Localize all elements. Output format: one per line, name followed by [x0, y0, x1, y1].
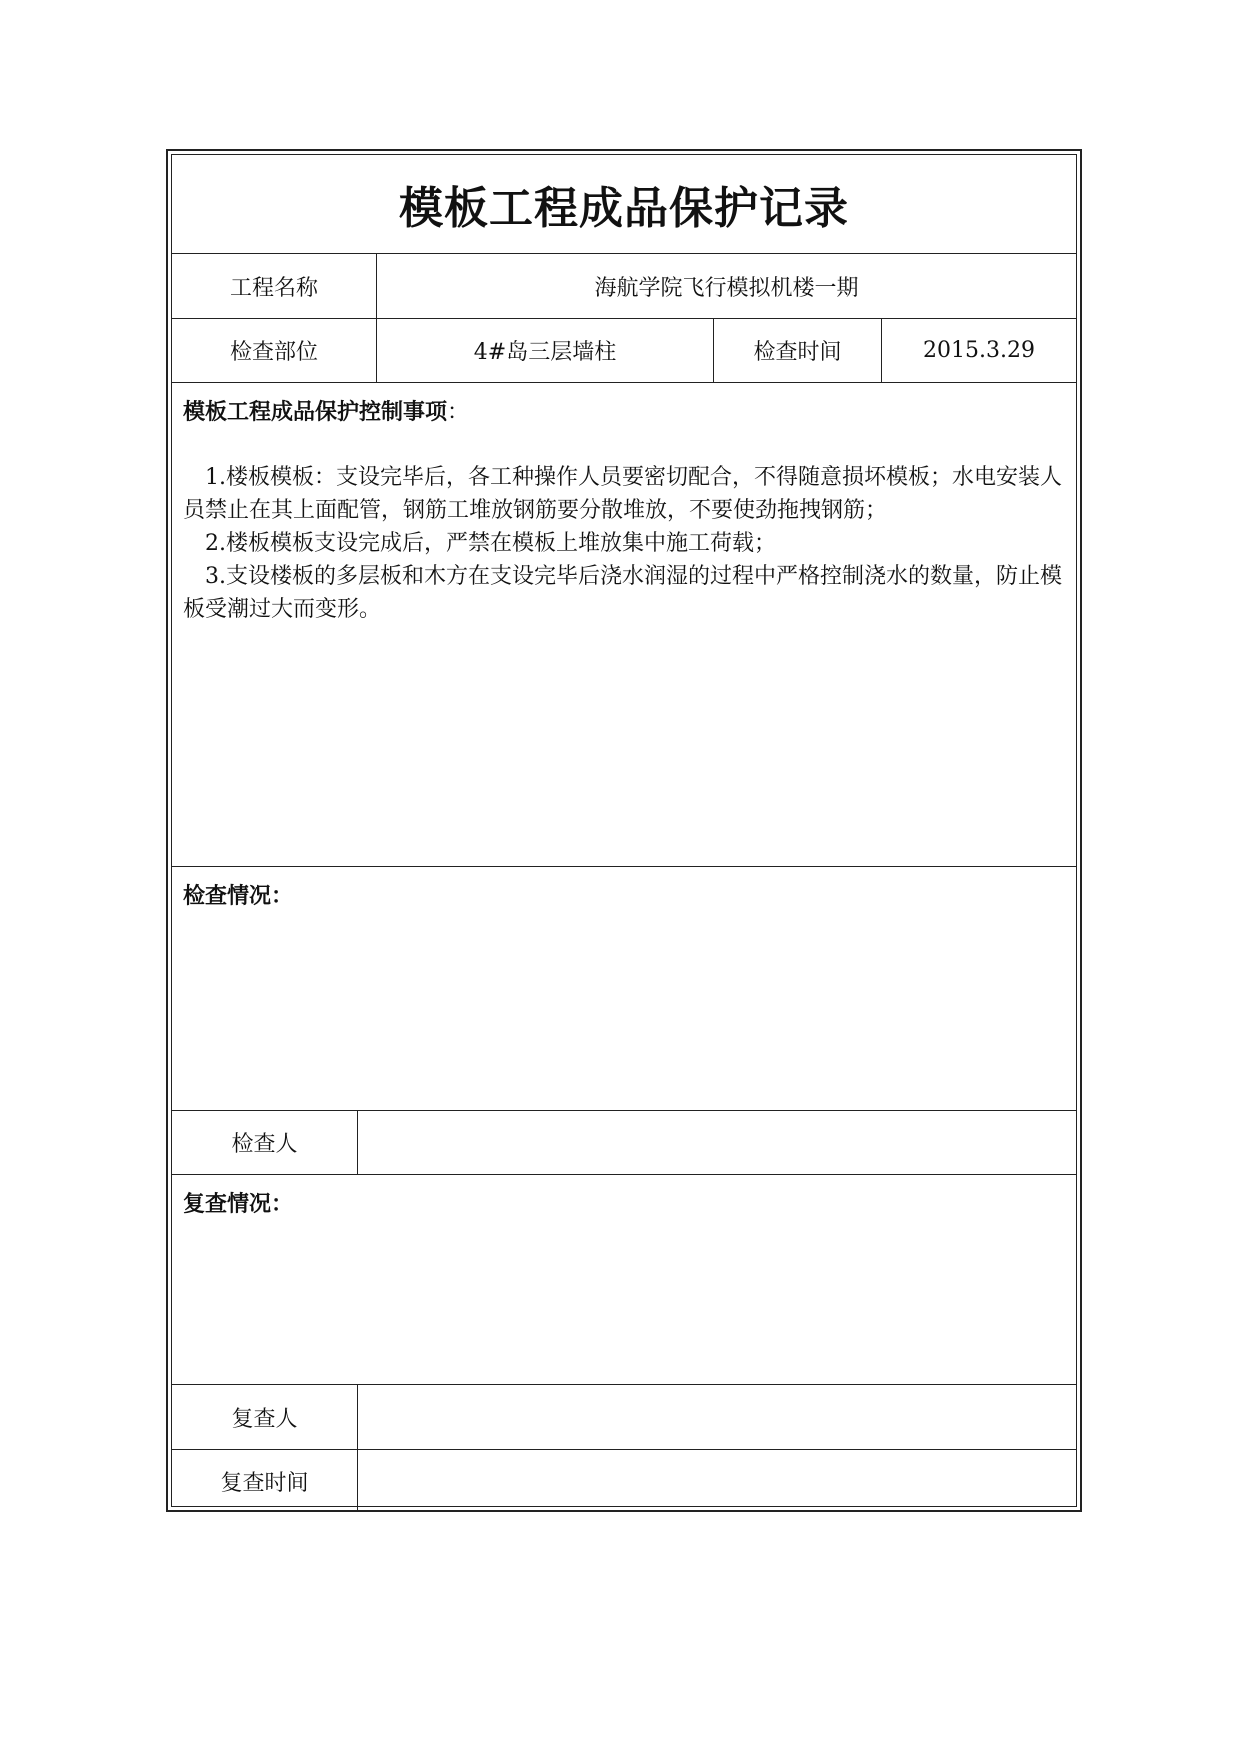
recheck-heading-colon: ：: [271, 1191, 294, 1217]
control-item: 3.支设楼板的多层板和木方在支设完毕后浇水润湿的过程中严格控制浇水的数量，防止模板受潮过大而变形。: [183, 564, 1062, 622]
inspection-section[interactable]: [172, 867, 1076, 1111]
control-items-heading: [183, 395, 469, 426]
record-table: [171, 154, 1077, 1507]
project-name-value[interactable]: 海航学院飞行模拟机楼一期: [594, 275, 859, 301]
location-time-row: [172, 319, 1076, 383]
recheck-heading: [183, 1187, 293, 1218]
rechecker-label: 复查人: [172, 1385, 358, 1449]
control-items-heading-colon: ：: [447, 400, 470, 425]
title-row: [172, 155, 1076, 254]
inspection-heading-text: 检查情况: [183, 883, 272, 909]
control-item: 2.楼板模板支设完成后，严禁在模板上堆放集中施工荷载；: [205, 531, 776, 556]
recheck-section[interactable]: [172, 1175, 1076, 1385]
inspection-heading: [183, 879, 293, 910]
location-value[interactable]: 4#岛三层墙柱: [377, 319, 714, 382]
inspection-time-value[interactable]: 2015.3.29: [923, 338, 1035, 363]
inspection-time-label: 检查时间: [714, 319, 882, 382]
recheck-time-label: 复查时间: [172, 1450, 358, 1512]
inspector-label: 检查人: [172, 1111, 358, 1174]
location-label: 检查部位: [172, 319, 377, 382]
recheck-time-value[interactable]: [358, 1450, 1076, 1512]
project-row: [172, 254, 1076, 319]
inspector-value[interactable]: [358, 1111, 1076, 1174]
inspector-row: [172, 1111, 1076, 1175]
recheck-heading-text: 复查情况: [183, 1191, 272, 1217]
inspection-heading-colon: ：: [271, 883, 294, 909]
recheck-time-row: [172, 1450, 1076, 1512]
control-items-section: [172, 383, 1076, 867]
rechecker-row: [172, 1385, 1076, 1450]
control-items-heading-text: 模板工程成品保护控制事项: [183, 399, 448, 425]
project-name-label: 工程名称: [172, 254, 377, 318]
document-title: 模板工程成品保护记录: [399, 183, 849, 234]
control-item: 1.楼板模板：支设完毕后，各工种操作人员要密切配合，不得随意损坏模板；水电安装人员禁止在其上面配管，钢筋工堆放钢筋要分散堆放，不要使劲拖拽钢筋；: [183, 465, 1062, 523]
record-form: [166, 149, 1082, 1512]
rechecker-value[interactable]: [358, 1385, 1076, 1449]
control-items-list: [183, 461, 1068, 626]
